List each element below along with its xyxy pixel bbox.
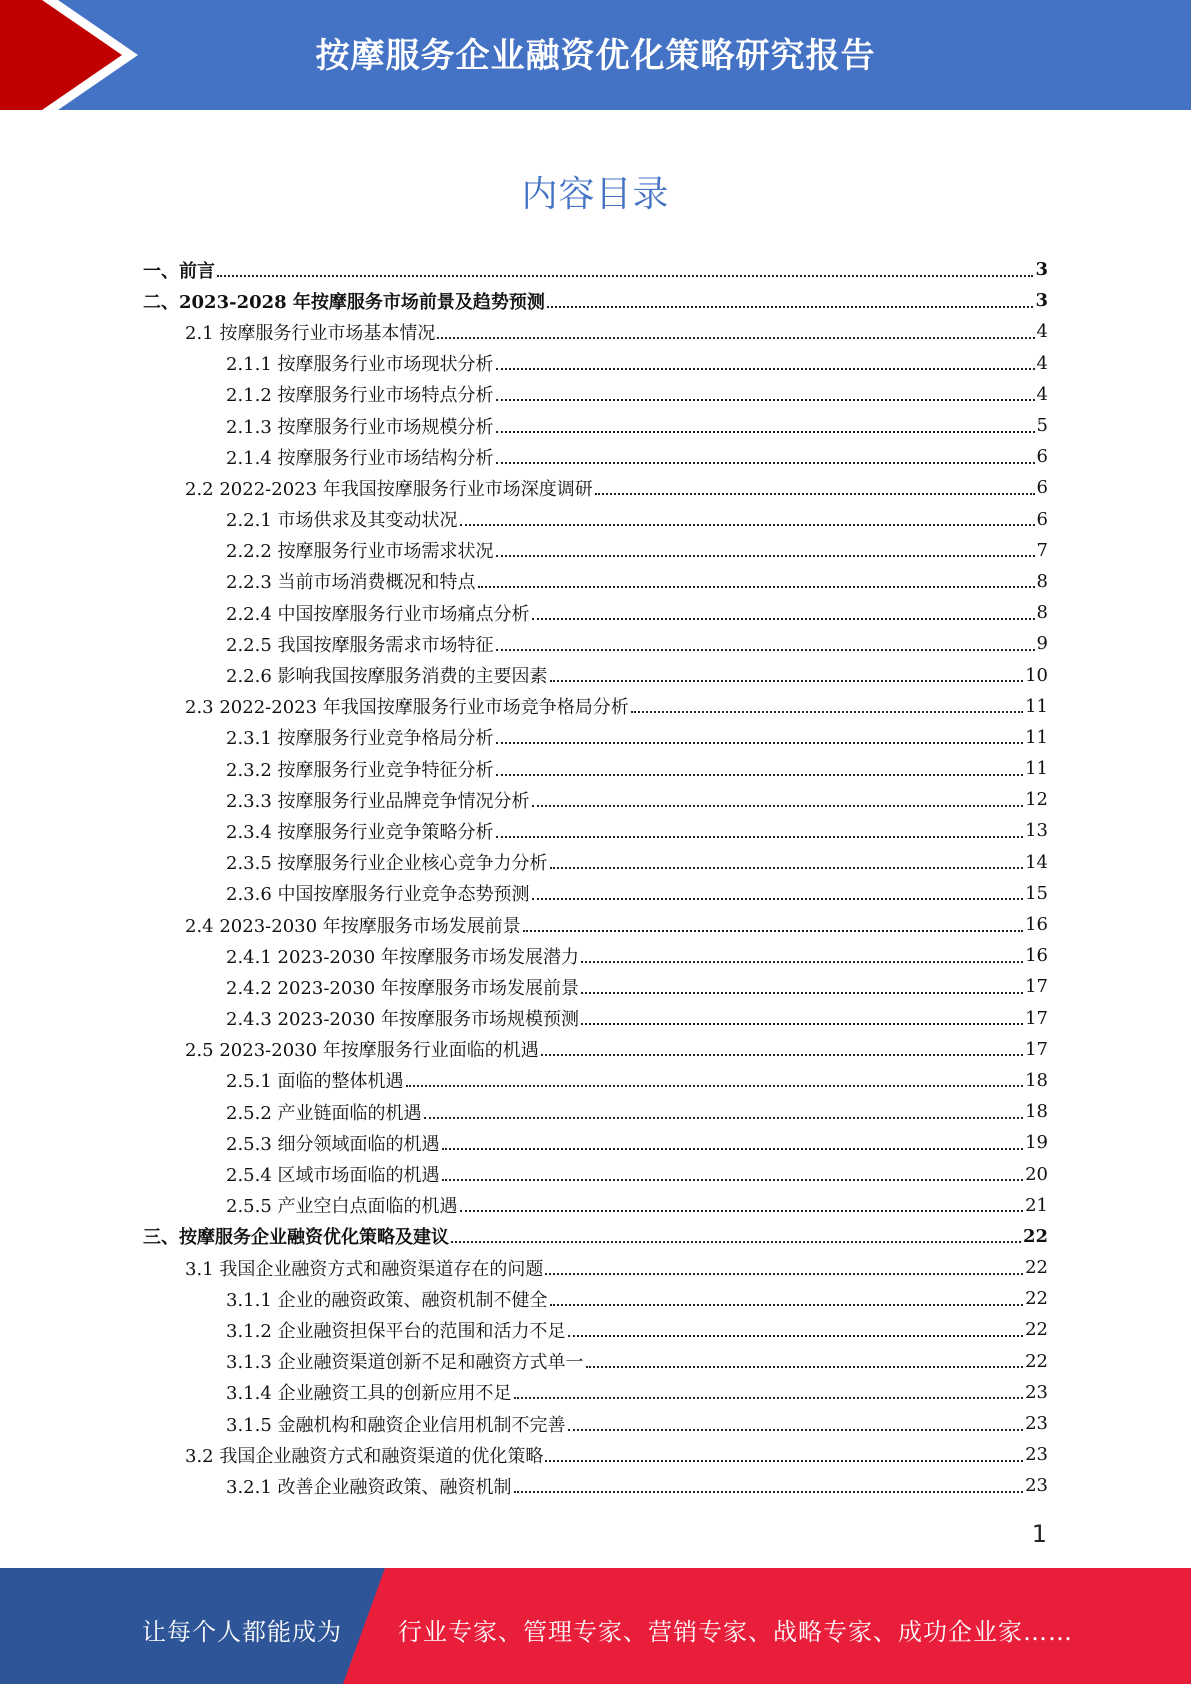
toc-entry-label: 2.4 2023-2030 年按摩服务市场发展前景 [185, 915, 521, 937]
toc-dot-leader [581, 992, 1023, 994]
toc-dot-leader [496, 649, 1035, 651]
toc-dot-leader [496, 368, 1035, 370]
toc-entry[interactable] [143, 691, 1048, 722]
page-number: 1 [1031, 1520, 1047, 1548]
toc-dot-leader [496, 555, 1035, 557]
toc-entry-page: 14 [1025, 851, 1048, 873]
toc-entry-label: 2.2.4 中国按摩服务行业市场痛点分析 [226, 603, 530, 625]
toc-entry-page: 18 [1025, 1101, 1048, 1123]
toc-entry-label: 2.3.6 中国按摩服务行业竞争态势预测 [226, 884, 530, 906]
toc-entry[interactable] [143, 753, 1048, 784]
toc-entry-page: 6 [1036, 446, 1048, 468]
toc-entry[interactable] [143, 784, 1048, 815]
toc-dot-leader [532, 898, 1024, 900]
toc-dot-leader [478, 586, 1035, 588]
toc-entry-page: 6 [1036, 477, 1048, 499]
toc-dot-leader [631, 711, 1023, 713]
toc-entry-page: 17 [1025, 976, 1048, 998]
toc-entry[interactable] [143, 348, 1048, 379]
toc-dot-leader [568, 1429, 1024, 1431]
toc-entry[interactable] [143, 597, 1048, 628]
toc-entry[interactable] [143, 1314, 1048, 1345]
toc-entry-label: 2.4.2 2023-2030 年按摩服务市场发展前景 [226, 977, 579, 999]
toc-entry-page: 15 [1025, 882, 1048, 904]
toc-dot-leader [496, 742, 1024, 744]
toc-entry-label: 2.5.5 产业空白点面临的机遇 [226, 1196, 458, 1218]
toc-entry-label: 2.3 2022-2023 年我国按摩服务行业市场竞争格局分析 [185, 697, 629, 719]
toc-entry-page: 22 [1022, 1225, 1048, 1247]
toc-entry-label: 3.2 我国企业融资方式和融资渠道的优化策略 [185, 1445, 544, 1467]
toc-entry-label: 3.1.5 金融机构和融资企业信用机制不完善 [226, 1414, 566, 1436]
footer-band [0, 1568, 1191, 1684]
toc-entry[interactable] [143, 1065, 1048, 1096]
toc-entry-page: 8 [1036, 602, 1048, 624]
toc-entry-page: 8 [1036, 570, 1048, 592]
toc-entry-page: 12 [1025, 789, 1048, 811]
footer-slogan-left: 让每个人都能成为 [142, 1618, 342, 1646]
toc-entry[interactable] [143, 628, 1048, 659]
toc-entry-page: 11 [1025, 695, 1048, 717]
toc-entry[interactable] [143, 1221, 1048, 1252]
toc-entry-label: 3.1.2 企业融资担保平台的范围和活力不足 [226, 1320, 566, 1342]
toc-entry-label: 2.1.3 按摩服务行业市场规模分析 [226, 416, 494, 438]
toc-dot-leader [514, 1491, 1024, 1493]
toc-entry[interactable] [143, 1346, 1048, 1377]
toc-entry[interactable] [143, 441, 1048, 472]
toc-entry-label: 2.4.3 2023-2030 年按摩服务市场规模预测 [226, 1009, 579, 1031]
footer-slogan-right: 行业专家、管理专家、营销专家、战略专家、成功企业家…… [398, 1618, 1073, 1646]
toc-dot-leader [496, 431, 1035, 433]
toc-dot-leader [514, 1397, 1024, 1399]
toc-dot-leader [595, 493, 1035, 495]
toc-dot-leader [550, 867, 1024, 869]
toc-dot-leader [442, 1179, 1024, 1181]
toc-entry-label: 2.1 按摩服务行业市场基本情况 [185, 322, 436, 344]
toc-entry[interactable] [143, 1096, 1048, 1127]
header-band [0, 0, 1191, 110]
toc-entry-page: 23 [1025, 1413, 1048, 1435]
toc-dot-leader [545, 1460, 1023, 1462]
toc-entry-page: 11 [1025, 758, 1048, 780]
toc-entry-page: 18 [1025, 1069, 1048, 1091]
toc-entry-page: 16 [1025, 945, 1048, 967]
toc-dot-leader [217, 275, 1033, 277]
toc-entry-page: 22 [1025, 1257, 1048, 1279]
toc-entry[interactable] [143, 847, 1048, 878]
toc-entry-label: 2.1.4 按摩服务行业市场结构分析 [226, 447, 494, 469]
toc-entry-label: 2.3.4 按摩服务行业竞争策略分析 [226, 821, 494, 843]
toc-entry[interactable] [143, 1190, 1048, 1221]
toc-entry-label: 2.5.3 细分领域面临的机遇 [226, 1133, 440, 1155]
toc-entry-page: 16 [1025, 914, 1048, 936]
toc-entry-page: 4 [1036, 321, 1048, 343]
toc-entry-label: 2.1.1 按摩服务行业市场现状分析 [226, 354, 494, 376]
toc-entry-page: 4 [1036, 352, 1048, 374]
toc-entry-page: 6 [1036, 508, 1048, 530]
toc-entry-page: 10 [1025, 664, 1048, 686]
toc-entry-label: 2.5 2023-2030 年按摩服务行业面临的机遇 [185, 1040, 539, 1062]
toc-entry-label: 2.2 2022-2023 年我国按摩服务行业市场深度调研 [185, 478, 593, 500]
toc-entry-page: 23 [1025, 1381, 1048, 1403]
toc-dot-leader [568, 1335, 1024, 1337]
toc-dot-leader [496, 462, 1035, 464]
report-title: 按摩服务企业融资优化策略研究报告 [315, 36, 876, 76]
toc-dot-leader [547, 306, 1034, 308]
toc-dot-leader [532, 805, 1024, 807]
toc-dot-leader [437, 337, 1034, 339]
toc-entry-label: 3.1.3 企业融资渠道创新不足和融资方式单一 [226, 1352, 584, 1374]
toc-entry[interactable] [143, 504, 1048, 535]
toc-entry[interactable] [143, 659, 1048, 690]
toc-dot-leader [581, 1023, 1023, 1025]
toc-entry[interactable] [143, 1034, 1048, 1065]
toc-entry-page: 22 [1025, 1319, 1048, 1341]
toc-entry[interactable] [143, 940, 1048, 971]
toc-entry[interactable] [143, 535, 1048, 566]
toc-entry-page: 13 [1025, 820, 1048, 842]
toc-entry-label: 2.1.2 按摩服务行业市场特点分析 [226, 385, 494, 407]
toc-entry-label: 三、按摩服务企业融资优化策略及建议 [143, 1227, 449, 1249]
toc-dot-leader [496, 399, 1035, 401]
toc-dot-leader [541, 1054, 1023, 1056]
toc-entry[interactable] [143, 1158, 1048, 1189]
toc-dot-leader [545, 1273, 1023, 1275]
toc-entry-label: 2.5.4 区域市场面临的机遇 [226, 1165, 440, 1187]
table-of-contents [143, 254, 1048, 1502]
toc-entry[interactable] [143, 1127, 1048, 1158]
toc-entry-page: 7 [1036, 539, 1048, 561]
toc-entry[interactable] [143, 971, 1048, 1002]
toc-entry-label: 2.5.1 面临的整体机遇 [226, 1071, 404, 1093]
toc-entry-label: 3.1.4 企业融资工具的创新应用不足 [226, 1383, 512, 1405]
toc-dot-leader [460, 1210, 1024, 1212]
toc-entry[interactable] [143, 316, 1048, 347]
toc-entry-label: 2.3.3 按摩服务行业品牌竞争情况分析 [226, 790, 530, 812]
toc-dot-leader [406, 1085, 1024, 1087]
toc-entry-label: 2.2.5 我国按摩服务需求市场特征 [226, 634, 494, 656]
toc-entry-label: 3.2.1 改善企业融资政策、融资机制 [226, 1476, 512, 1498]
toc-dot-leader [496, 774, 1024, 776]
toc-entry[interactable] [143, 1470, 1048, 1501]
toc-dot-leader [460, 524, 1035, 526]
toc-dot-leader [424, 1117, 1024, 1119]
toc-entry-label: 二、2023-2028 年按摩服务市场前景及趋势预测 [143, 291, 545, 313]
toc-entry[interactable] [143, 472, 1048, 503]
toc-dot-leader [523, 930, 1023, 932]
toc-entry-page: 23 [1025, 1475, 1048, 1497]
toc-entry-page: 22 [1025, 1288, 1048, 1310]
toc-entry-page: 9 [1036, 633, 1048, 655]
toc-entry[interactable] [143, 722, 1048, 753]
toc-entry[interactable] [143, 815, 1048, 846]
toc-entry[interactable] [143, 566, 1048, 597]
toc-entry-label: 3.1 我国企业融资方式和融资渠道存在的问题 [185, 1258, 544, 1280]
toc-entry[interactable] [143, 285, 1048, 316]
toc-entry-page: 5 [1036, 415, 1048, 437]
toc-entry-page: 17 [1025, 1007, 1048, 1029]
toc-entry-page: 3 [1035, 259, 1048, 281]
toc-entry-page: 20 [1025, 1163, 1048, 1185]
toc-entry-page: 19 [1025, 1132, 1048, 1154]
toc-entry-label: 2.4.1 2023-2030 年按摩服务市场发展潜力 [226, 946, 579, 968]
toc-entry-label: 一、前言 [143, 260, 215, 282]
toc-entry-label: 2.2.6 影响我国按摩服务消费的主要因素 [226, 666, 548, 688]
toc-entry-label: 2.2.3 当前市场消费概况和特点 [226, 572, 476, 594]
toc-entry-page: 4 [1036, 383, 1048, 405]
toc-entry-label: 2.3.5 按摩服务行业企业核心竞争力分析 [226, 853, 548, 875]
toc-entry-label: 2.3.2 按摩服务行业竞争特征分析 [226, 759, 494, 781]
toc-dot-leader [451, 1241, 1021, 1243]
toc-dot-leader [581, 961, 1023, 963]
toc-dot-leader [550, 1304, 1024, 1306]
toc-dot-leader [550, 680, 1024, 682]
toc-entry-page: 21 [1025, 1194, 1048, 1216]
toc-dot-leader [496, 836, 1024, 838]
toc-entry-label: 2.2.1 市场供求及其变动状况 [226, 510, 458, 532]
toc-entry[interactable] [143, 254, 1048, 285]
toc-entry-page: 22 [1025, 1350, 1048, 1372]
toc-entry-page: 11 [1025, 726, 1048, 748]
toc-entry-page: 3 [1035, 290, 1048, 312]
toc-entry[interactable] [143, 1252, 1048, 1283]
toc-entry[interactable] [143, 1377, 1048, 1408]
toc-dot-leader [532, 618, 1035, 620]
toc-dot-leader [442, 1148, 1024, 1150]
toc-entry[interactable] [143, 878, 1048, 909]
toc-entry-label: 2.3.1 按摩服务行业竞争格局分析 [226, 728, 494, 750]
toc-entry-label: 3.1.1 企业的融资政策、融资机制不健全 [226, 1289, 548, 1311]
toc-entry[interactable] [143, 1439, 1048, 1470]
toc-entry[interactable] [143, 909, 1048, 940]
toc-entry-page: 23 [1025, 1444, 1048, 1466]
toc-entry[interactable] [143, 379, 1048, 410]
toc-entry[interactable] [143, 1283, 1048, 1314]
toc-entry[interactable] [143, 1003, 1048, 1034]
toc-entry-page: 17 [1025, 1038, 1048, 1060]
toc-entry[interactable] [143, 1408, 1048, 1439]
toc-entry-label: 2.5.2 产业链面临的机遇 [226, 1102, 422, 1124]
toc-entry[interactable] [143, 410, 1048, 441]
toc-title: 内容目录 [521, 174, 670, 215]
toc-dot-leader [586, 1366, 1024, 1368]
toc-entry-label: 2.2.2 按摩服务行业市场需求状况 [226, 541, 494, 563]
